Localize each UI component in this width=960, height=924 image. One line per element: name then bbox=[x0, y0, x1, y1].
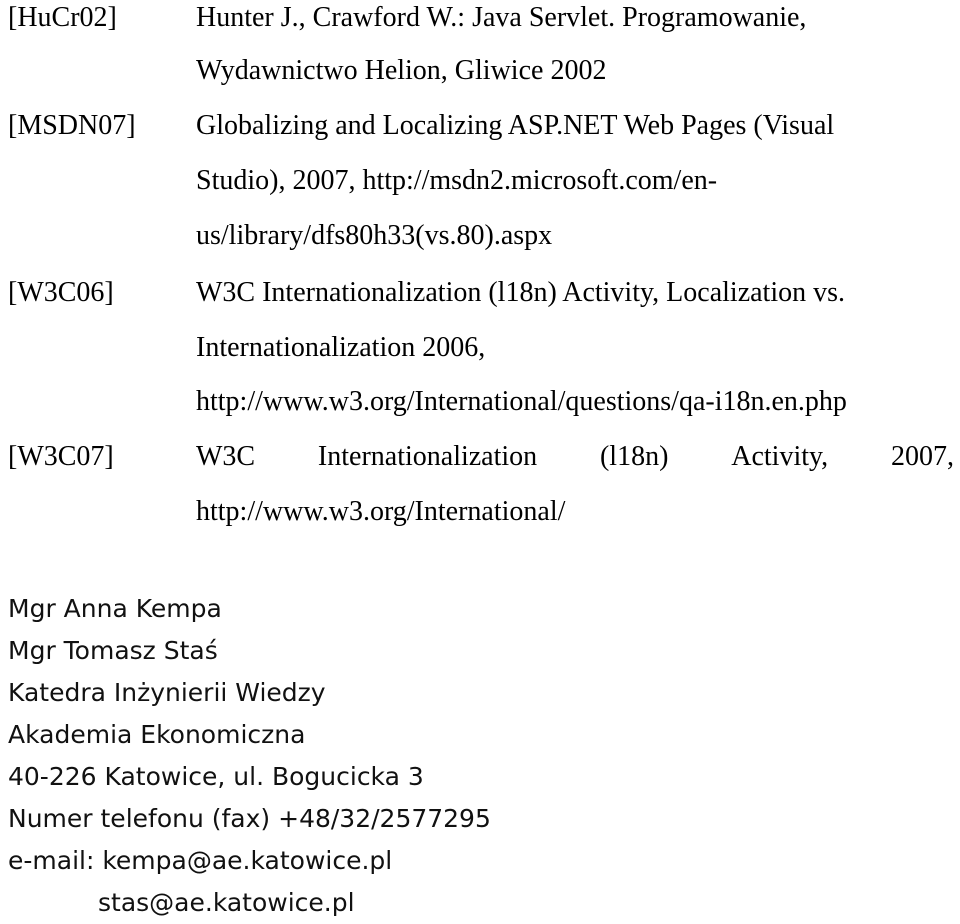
reference-key: [W3C07] bbox=[8, 441, 114, 472]
contact-email-row bbox=[8, 846, 392, 876]
reference-word: Internationalization bbox=[317, 441, 538, 472]
contact-name-1: Mgr Anna Kempa bbox=[8, 594, 222, 623]
contact-address: 40-226 Katowice, ul. Bogucicka 3 bbox=[8, 762, 424, 791]
reference-line: us/library/dfs80h33(vs.80).aspx bbox=[196, 220, 553, 251]
reference-key: [W3C06] bbox=[8, 277, 114, 308]
reference-key: [MSDN07] bbox=[8, 110, 136, 141]
reference-line-justified bbox=[196, 440, 954, 474]
reference-line: Studio), 2007, http://msdn2.microsoft.com/en- bbox=[196, 165, 718, 196]
reference-word: W3C bbox=[196, 441, 256, 472]
reference-line: http://www.w3.org/International/ bbox=[196, 496, 566, 527]
contact-email-2[interactable]: stas@ae.katowice.pl bbox=[98, 888, 355, 917]
contact-phone: Numer telefonu (fax) +48/32/2577295 bbox=[8, 804, 491, 833]
reference-line: Globalizing and Localizing ASP.NET Web Pages (Visual bbox=[196, 110, 835, 141]
contact-department: Katedra Inżynierii Wiedzy bbox=[8, 678, 326, 707]
contact-email-label: e-mail: bbox=[8, 846, 95, 875]
contact-email-1[interactable]: kempa@ae.katowice.pl bbox=[102, 846, 393, 875]
reference-line: Hunter J., Crawford W.: Java Servlet. Programowanie, bbox=[196, 2, 807, 33]
contact-institution: Akademia Ekonomiczna bbox=[8, 720, 306, 749]
reference-key: [HuCr02] bbox=[8, 2, 117, 33]
reference-word: (l18n) bbox=[599, 441, 669, 472]
reference-line: W3C Internationalization (l18n) Activity, Localization vs. bbox=[196, 277, 846, 308]
reference-word: 2007, bbox=[891, 441, 954, 472]
contact-name-2: Mgr Tomasz Staś bbox=[8, 636, 218, 665]
reference-line: http://www.w3.org/International/questions/qa-i18n.en.php bbox=[196, 386, 847, 417]
reference-word: Activity, bbox=[731, 441, 829, 472]
reference-line: Internationalization 2006, bbox=[196, 332, 486, 363]
reference-line: Wydawnictwo Helion, Gliwice 2002 bbox=[196, 55, 607, 86]
